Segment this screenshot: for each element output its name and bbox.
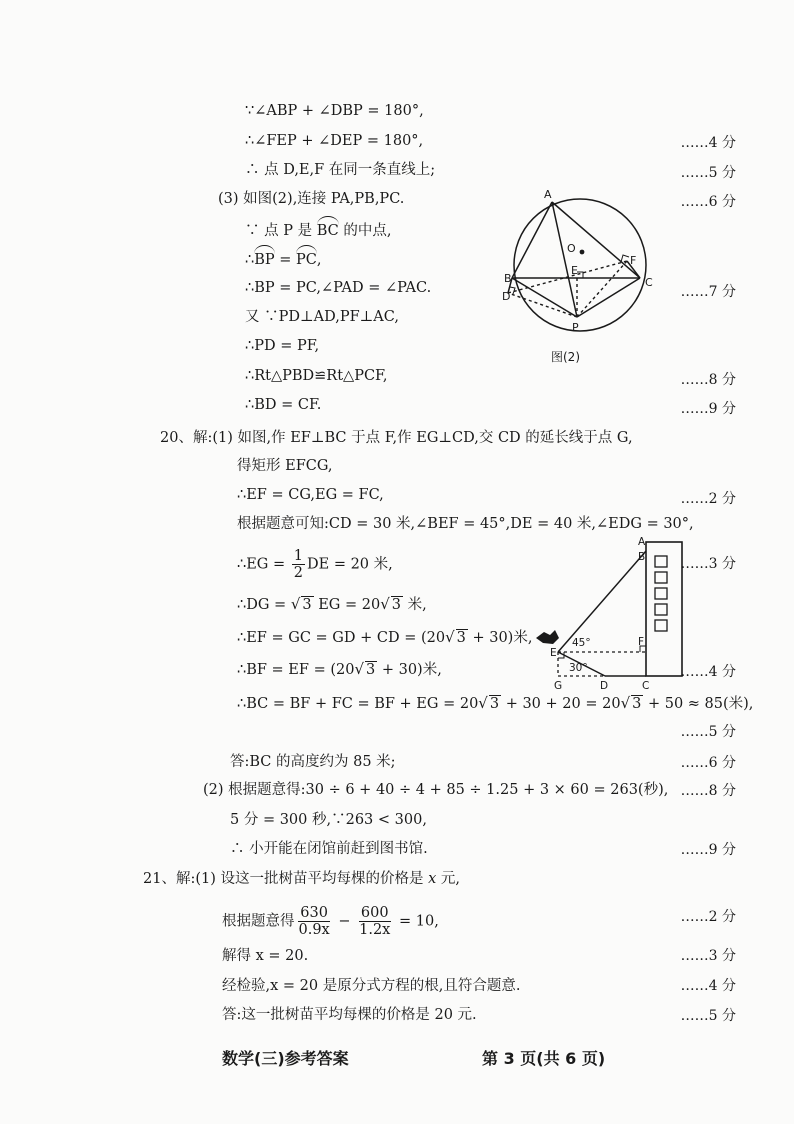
segment-pc [577,278,640,317]
segment-ap [552,202,577,317]
q19-score-9: ……9 分 [680,401,736,417]
building-figure [530,532,695,692]
q19-line-7: ∴BP = PC,∠PAD = ∠PAC. [245,280,432,296]
footer-left: 数学(三)参考答案 [222,1049,349,1068]
fig-label-f: F [638,636,645,648]
building-outline [646,542,682,676]
q19-score-4: ……4 分 [680,135,736,151]
fig2-label-e: E [571,264,578,277]
q19-line-10: ∴Rt△PBD≌Rt△PCF, [245,368,388,384]
q20-line-13: ∴ 小开能在闭馆前赶到图书馆. [230,841,428,857]
q21-score-5: ……5 分 [680,1008,736,1024]
q19-line-2: ∴∠FEP + ∠DEP = 180°, [245,133,424,149]
fig2-label-a: A [544,188,552,201]
q21-line-2: 根据题意得 $\frac{630}{0.9x}$ − $\frac{600}{1.2x}$ = 10, [222,905,439,938]
q19-line-1: ∵∠ABP + ∠DBP = 180°, [245,103,424,119]
fraction-half: $\frac{1}{2}$ [293,548,303,581]
fig-label-c: C [642,680,650,692]
q20-line-3: ∴EF = CG,EG = FC, [237,487,384,503]
fig-angle-45: 45° [572,637,591,649]
q20-line-1: 20、解:(1) 如图,作 EF⊥BC 于点 F,作 EG⊥CD,交 CD 的延长线于点 G, [160,430,633,446]
figure-2-caption: 图(2) [551,350,580,364]
q20-line-9: ∴BC = BF + FC = BF + EG = 20√ 3 + 30 + 20 = 20√ 3 + 50 ≈ 85(米), [237,694,754,712]
q21-score-3: ……3 分 [680,948,736,964]
fig2-label-c: C [645,276,653,289]
q21-score-4: ……4 分 [680,978,736,994]
q20-score-5: ……5 分 [680,724,736,740]
fig-label-g: G [554,680,563,692]
arc-bp: BP [254,248,274,270]
q19-score-6: ……6 分 [680,194,736,210]
q19-line-4: (3) 如图(2),连接 PA,PB,PC. [218,191,405,207]
segment-df [508,261,627,293]
q21-line-4: 经检验,x = 20 是原分式方程的根,且符合题意. [222,978,521,994]
q20-line-2: 得矩形 EFCG, [237,458,333,474]
footer-page-number: 第 3 页(共 6 页) [482,1049,606,1068]
q19-line-8: 又 ∵PD⊥AD,PF⊥AC, [245,309,399,325]
q21-line-3: 解得 x = 20. [222,948,309,964]
q21-score-2: ……2 分 [680,909,736,925]
arc-bc: BC [317,219,339,241]
q19-line-3: ∴ 点 D,E,F 在同一条直线上; [245,162,436,178]
q20-line-5: ∴EG = $\frac{1}{2}$ DE = 20 米, [237,548,393,581]
q20-score-8: ……8 分 [680,783,736,799]
q20-score-9: ……9 分 [680,842,736,858]
fraction-600: $\frac{600}{1.2x}$ [359,905,391,938]
fraction-630: $\frac{630}{0.9x}$ [298,905,330,938]
q19-line-5: ∵ 点 P 是 BC 的中点, [245,219,391,241]
segment-pf [577,261,627,317]
circle-figure [500,186,670,376]
fig-label-e: E [550,647,557,659]
fig-label-d: D [600,680,609,692]
q20-score-2: ……2 分 [680,491,736,507]
q20-line-7: ∴EF = GC = GD + CD = (20√ 3 + 30)米, [237,628,533,646]
q20-score-3: ……3 分 [680,556,736,572]
q21-line-1: 21、解:(1) 设这一批树苗平均每棵的价格是 x 元, [143,871,460,887]
fig2-label-p: P [572,321,579,334]
q20-line-4: 根据题意可知:CD = 30 米,∠BEF = 45°,DE = 40 米,∠EDG = 30°, [237,516,694,532]
q19-line-9: ∴PD = PF, [245,338,320,354]
fig2-label-f: F [630,254,637,267]
fig-label-b: B [638,551,646,563]
q19-score-8: ……8 分 [680,372,736,388]
q20-score-6: ……6 分 [680,755,736,771]
q21-line-5: 答:这一批树苗平均每棵的价格是 20 元. [222,1007,477,1023]
q20-line-8: ∴BF = EF = (20√ 3 + 30)米, [237,660,442,678]
q19-line-6: ∴BP = PC, [245,248,322,270]
segment-ab [512,202,552,278]
q19-score-5: ……5 分 [680,165,736,181]
q20-line-11: (2) 根据题意得:30 ÷ 6 + 40 ÷ 4 + 85 ÷ 1.25 + 3 × 60 = 263(秒), [203,782,669,798]
q20-score-4: ……4 分 [680,664,736,680]
segment-ac [552,202,640,278]
fig2-label-o: O [567,242,576,255]
person-mark [536,630,559,644]
q20-line-10: 答:BC 的高度约为 85 米; [230,754,396,770]
fig-label-a: A [638,536,646,548]
fig2-label-b: B [504,272,512,285]
q20-line-6: ∴DG = √ 3 EG = 20√ 3 米, [237,595,427,613]
arc-pc: PC [296,248,317,270]
q19-line-11: ∴BD = CF. [245,397,322,413]
fig-angle-30: 30° [569,662,588,674]
q20-line-12: 5 分 = 300 秒,∵263 < 300, [230,812,427,828]
circle-outline [514,199,646,331]
q19-score-7: ……7 分 [680,284,736,300]
fig2-label-d: D [502,290,511,303]
